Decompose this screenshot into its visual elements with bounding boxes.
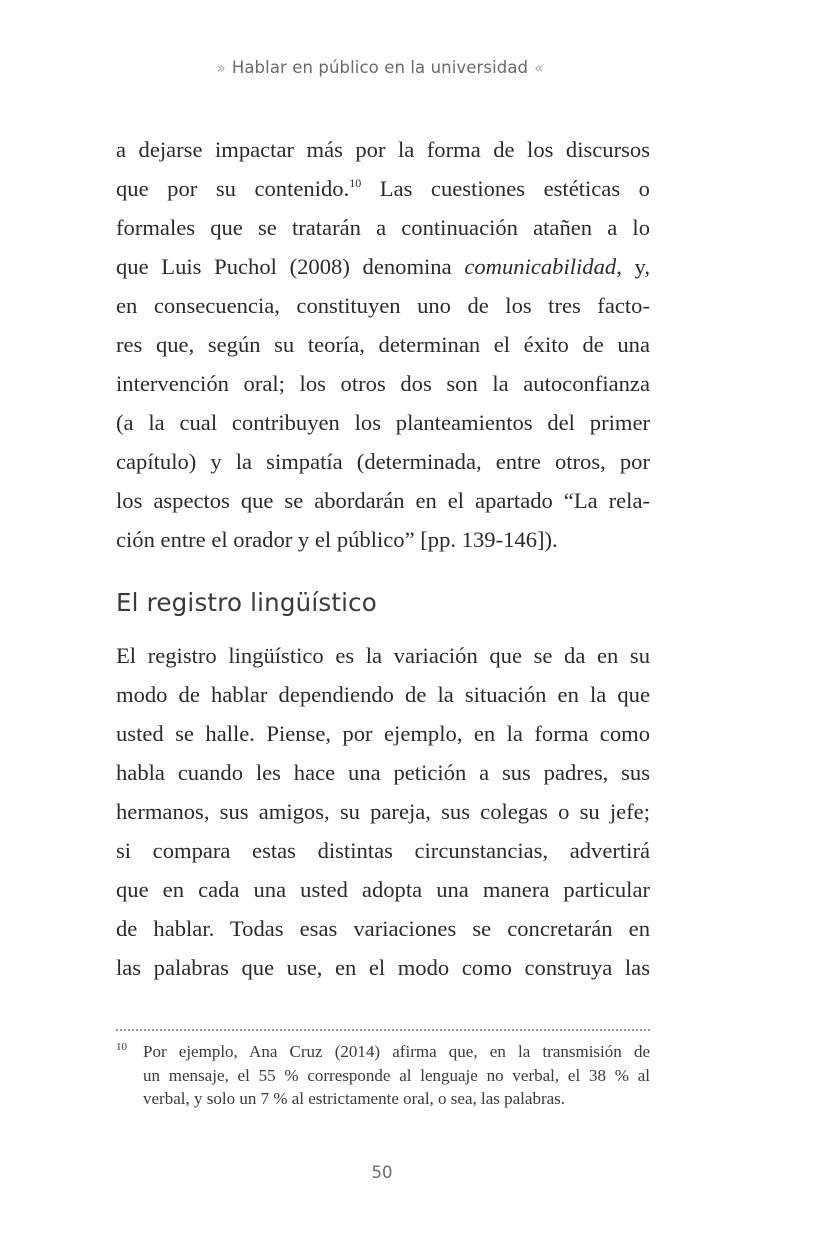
footnote-reference[interactable]: 10 [349,176,362,190]
text-line: de hablar. Todas esas variaciones se concretarán en [116,916,650,941]
text-line: El registro lingüístico es la variación que se da en su [116,643,650,668]
text-segment: que Luis Puchol (2008) denomina [116,254,465,279]
text-line: modo de hablar dependiendo de la situación en la que [116,682,650,707]
text-line [116,247,650,286]
paragraph-continued [116,130,650,559]
text-segment: que por su contenido. [116,176,350,201]
text-line: habla cuando les hace una petición a sus padres, sus [116,760,650,785]
text-line: ción entre el orador y el público” [pp. 139-146]). [116,527,558,552]
text-line: si compara estas distintas circunstancias, advertirá [116,838,650,863]
text-line: los aspectos que se abordarán en el apartado “La rela- [116,488,650,513]
text-line: (a la cual contribuyen los planteamientos del primer [116,410,650,435]
text-segment: , y, [616,254,651,279]
footnote-line: Por ejemplo, Ana Cruz (2014) afirma que, en la transmisión de [143,1042,650,1061]
text-segment: Las cuestiones estéticas o [361,176,650,201]
header-left-mark: » [216,59,226,77]
header-title: Hablar en público en la universidad [231,58,529,77]
text-line: intervención oral; los otros dos son la autoconfianza [116,371,650,396]
text-line: capítulo) y la simpatía (determinada, entre otros, por [116,449,650,474]
footnote-divider [116,1029,650,1031]
paragraph-register [116,636,650,987]
text-line: res que, según su teoría, determinan el éxito de una [116,332,650,357]
text-line: a dejarse impactar más por la forma de los discursos [116,137,650,162]
text-line: en consecuencia, constituyen uno de los tres facto- [116,293,650,318]
footnote-line: un mensaje, el 55 % corresponde al lenguaje no verbal, el 38 % al [143,1065,650,1085]
footnote [116,1040,650,1111]
text-line: las palabras que use, en el modo como construya las [116,955,650,980]
emphasized-term: comunicabilidad [464,254,617,279]
footnote-line: verbal, y solo un 7 % al estrictamente oral, o sea, las palabras. [143,1089,566,1108]
footnote-text [143,1040,650,1111]
text-line: que en cada una usted adopta una manera particular [116,877,650,902]
text-line: usted se halle. Piense, por ejemplo, en la forma como [116,721,650,746]
section-heading: El registro lingüístico [116,588,377,617]
text-line [116,169,650,208]
footnote-number: 10 [116,1041,127,1053]
text-line: formales que se tratarán a continuación atañen a lo [116,215,650,240]
running-header [0,58,760,77]
page-number: 50 [371,1163,393,1182]
header-right-mark: « [534,59,544,77]
text-line: hermanos, sus amigos, su pareja, sus colegas o su jefe; [116,799,650,824]
